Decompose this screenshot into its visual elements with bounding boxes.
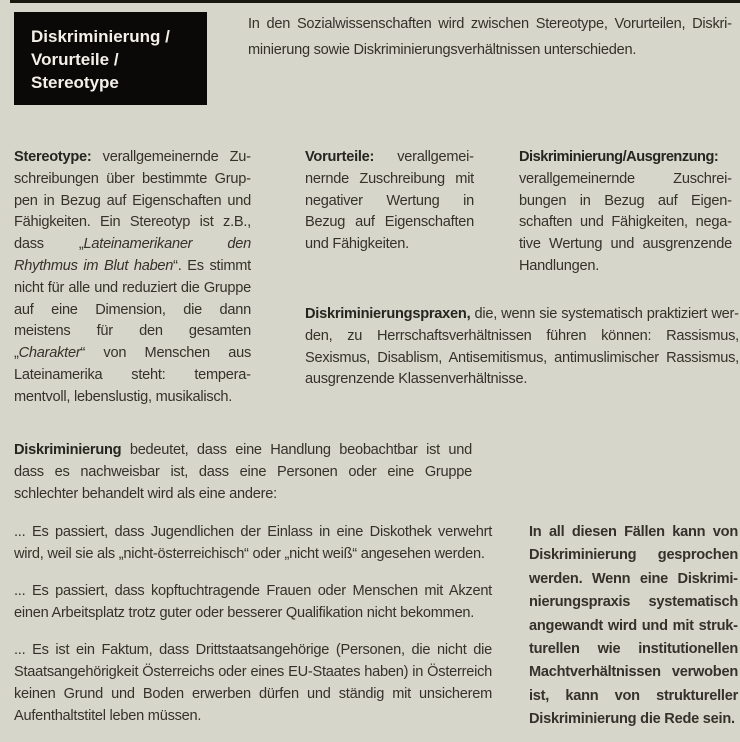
- definition-stereotype-quote-2: Charakter: [18, 345, 81, 362]
- term-diskriminierung-ausgrenzung: Diskriminierung/Ausgrenzung:: [519, 149, 719, 165]
- title-line-2: Vorurteile /: [31, 50, 119, 69]
- definition-stereotype-text-1: verallgemeinernde Zuschreibungen über bestimmte Gruppen in Bezug auf Eigenschaften und Fähigkeiten. Ein Stereotyp ist z.B., dass „: [14, 149, 251, 253]
- definition-stereotype-text-2: “. Es stimmt nicht für alle und reduziert die Gruppe auf eine Dimension, die dann meistens für den gesamten „: [14, 257, 251, 362]
- term-diskriminierung: Diskriminierung: [14, 442, 122, 458]
- definition-stereotype-text-3: “ von Menschen aus Lateinamerika steht: temperamentvoll, lebenslustig, musikalisch.: [14, 345, 251, 405]
- definition-diskriminierungspraxen: [305, 304, 739, 391]
- term-stereotype: Stereotype:: [14, 149, 92, 165]
- examples-list: [14, 521, 492, 742]
- term-diskriminierungspraxen: Diskriminierungspraxen,: [305, 306, 471, 322]
- definition-stereotype: [14, 147, 251, 409]
- diskriminierung-explanation: [14, 439, 472, 505]
- definition-diskriminierungspraxen-text: die, wenn sie systematisch praktiziert werden, zu Herrschaftsverhältnissen führen können: Rassismus, Sexismus, Disablism, Antisemitismus, antimuslimischer Rassismus, ausgrenzende Klassenverhältnisse.: [305, 306, 739, 388]
- definition-stereotype-quote-1: Lateinamerikaner den Rhythmus im Blut haben: [14, 236, 251, 274]
- term-vorurteile: Vorurteile:: [305, 149, 375, 165]
- title-line-3: Stereotype: [31, 73, 119, 92]
- title-line-1: Diskriminierung /: [31, 27, 170, 46]
- definition-diskriminierung-ausgrenzung: [519, 147, 732, 278]
- definition-diskriminierung-ausgrenzung-text: verallgemeinernde Zuschreibungen in Bezug auf Eigenschaften und Fähigkeiten, negative Wertung und ausgrenzende Handlungen.: [519, 170, 732, 274]
- scan-edge-line: [10, 0, 740, 3]
- title-box: [14, 12, 207, 105]
- example-item-2: ... Es passiert, dass kopftuchtragende Frauen oder Menschen mit Akzent einen Arbeitsplatz trotz guter oder besserer Qualifikation nicht bekommen.: [14, 583, 492, 621]
- conclusion-paragraph: In all diesen Fällen kann von Diskriminierung gesprochen werden. Wenn eine Diskriminierungspraxis systematisch angewandt wird und mit strukturellen wie institutionellen Machtverhältnissen verwoben ist, kann von struktureller Diskriminierung die Rede sein.: [529, 524, 738, 728]
- definition-vorurteile-text: verallgemeinernde Zuschreibung mit negativer Wertung in Bezug auf Eigenschaften und Fähigkeiten.: [305, 149, 474, 253]
- intro-paragraph: In den Sozialwissenschaften wird zwischen Stereotype, Vorurteilen, Diskriminierung sowie Diskriminierungsverhältnissen unterschieden.: [248, 16, 732, 58]
- example-item-1: ... Es passiert, dass Jugendlichen der Einlass in eine Diskothek verwehrt wird, weil sie als „nicht-österreichisch“ oder „nicht weiß“ angesehen werden.: [14, 524, 492, 562]
- definition-vorurteile: [305, 147, 474, 256]
- diskriminierung-explanation-text: bedeutet, dass eine Handlung beobachtbar ist und dass es nachweisbar ist, dass eine Personen oder eine Gruppe schlechter behandelt wird als eine andere:: [14, 442, 472, 502]
- example-item-3: ... Es ist ein Faktum, dass Drittstaatsangehörige (Personen, die nicht die Staatsangehörigkeit Österreichs oder eines EU-Staates haben) in Österreich keinen Grund und Boden erwerben dürfen und ständig mit unsicherem Aufenthaltstitel leben müssen.: [14, 642, 492, 724]
